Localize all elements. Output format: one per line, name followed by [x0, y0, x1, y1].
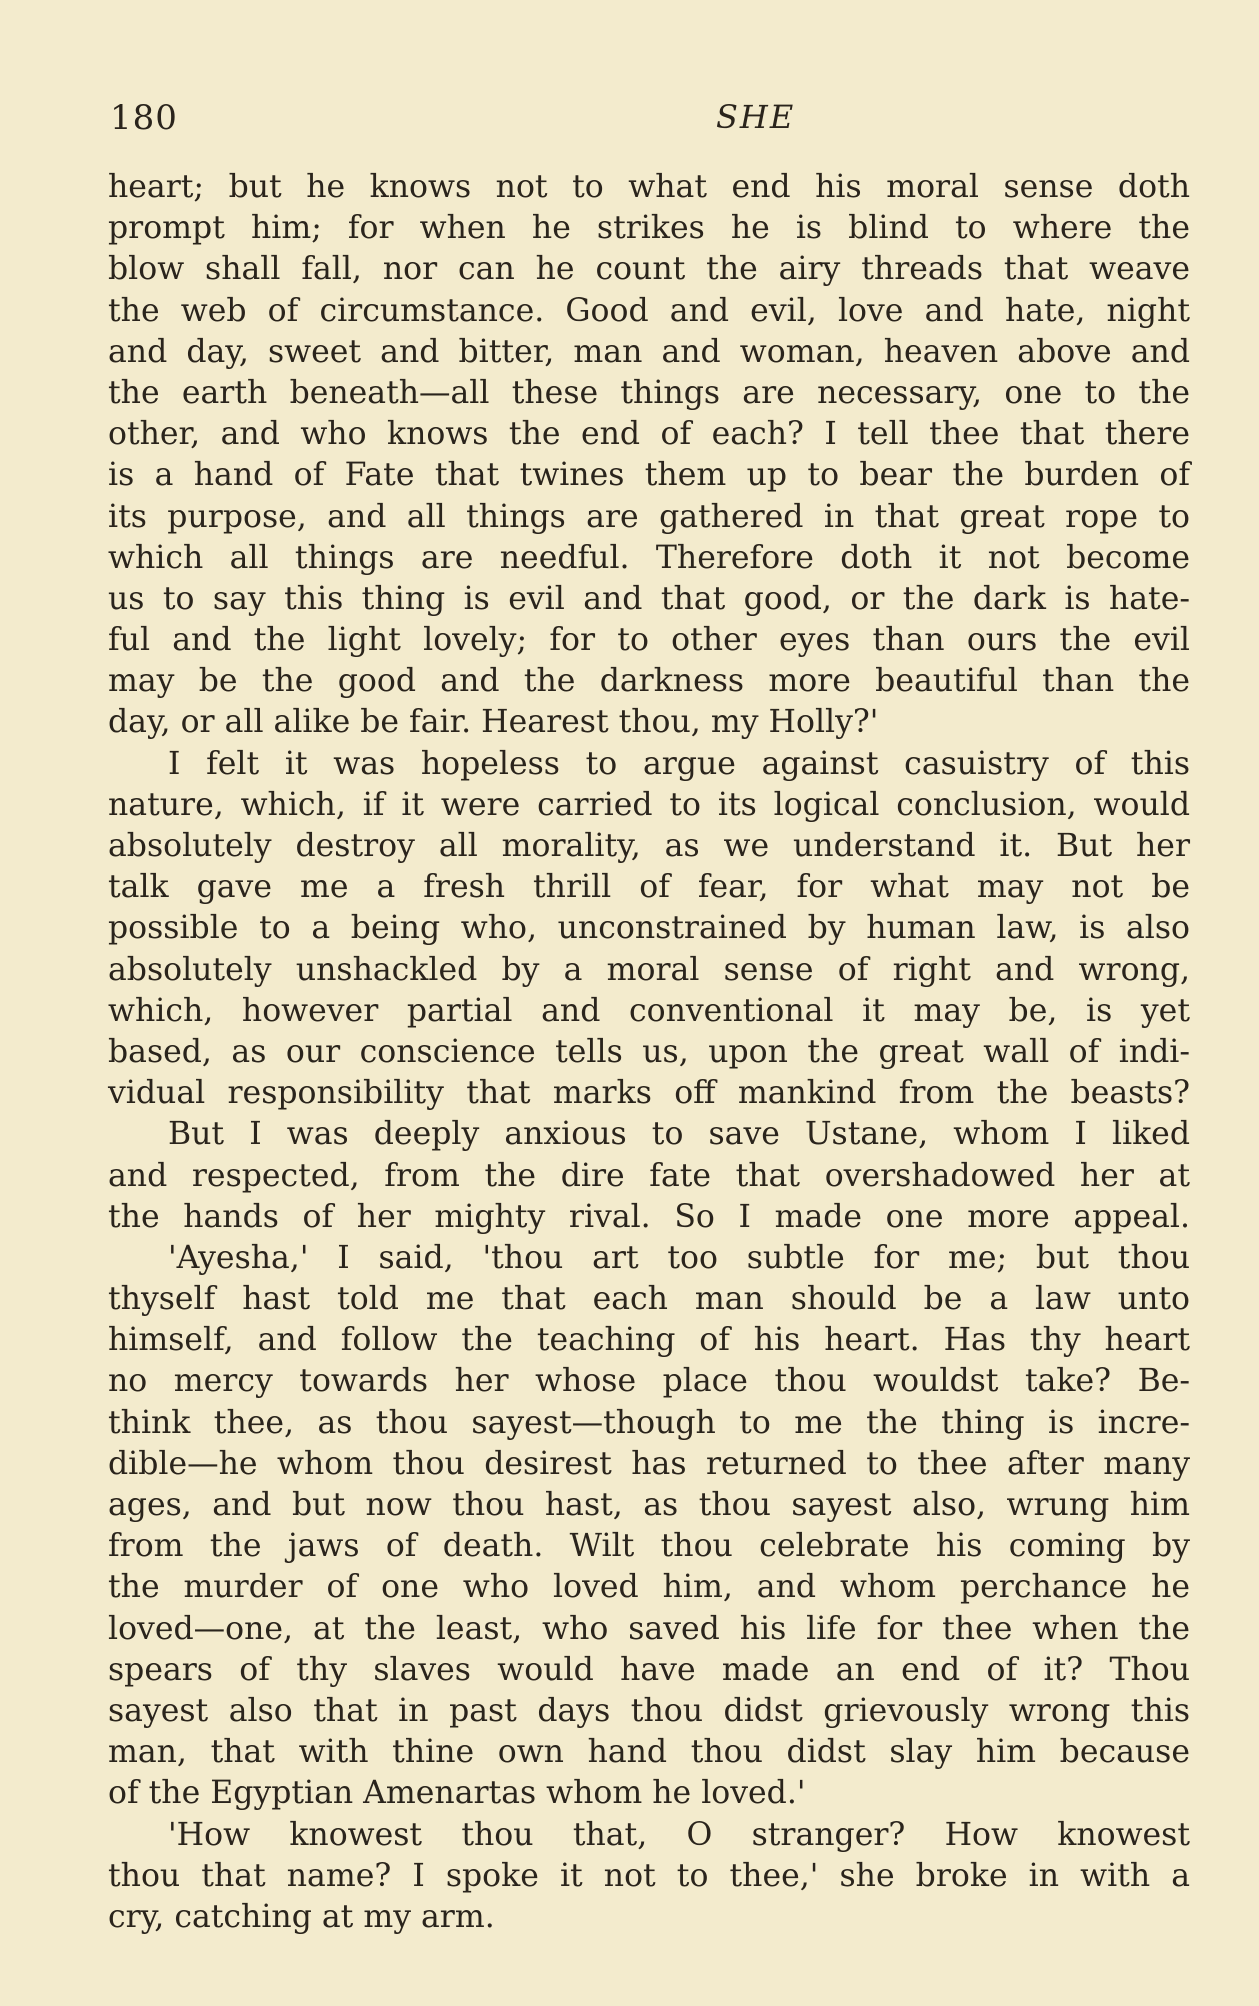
- text-line: I felt it was hopeless to argue against casuistry of this: [168, 745, 1190, 782]
- text-line: cry, catching at my arm.: [108, 1898, 495, 1935]
- text-line: based, as our conscience tells us, upon the great wall of indi-: [108, 1033, 1190, 1070]
- text-line: the web of circumstance. Good and evil, love and hate, night: [108, 292, 1190, 329]
- text-line: and day, sweet and bitter, man and woman, heaven above and: [108, 333, 1190, 370]
- text-line: may be the good and the darkness more beautiful than the: [108, 663, 1190, 700]
- text-line: from the jaws of death. Wilt thou celebrate his coming by: [108, 1528, 1190, 1565]
- text-line: us to say this thing is evil and that good, or the dark is hate-: [108, 580, 1190, 617]
- body-text: [108, 167, 1190, 1938]
- text-line: dible—he whom thou desirest has returned to thee after many: [108, 1445, 1190, 1482]
- text-line: spears of thy slaves would have made an end of it? Thou: [108, 1651, 1190, 1688]
- text-line: talk gave me a fresh thrill of fear, for what may not be: [108, 869, 1190, 906]
- text-line: no mercy towards her whose place thou wouldst take? Be-: [108, 1363, 1190, 1400]
- text-line: himself, and follow the teaching of his heart. Has thy heart: [108, 1322, 1190, 1359]
- text-line: sayest also that in past days thou didst grievously wrong this: [108, 1692, 1190, 1729]
- text-line: 'How knowest thou that, O stranger? How knowest: [168, 1816, 1190, 1853]
- text-line: ages, and but now thou hast, as thou sayest also, wrung him: [108, 1487, 1190, 1523]
- text-line: other, and who knows the end of each? I tell thee that there: [108, 416, 1190, 453]
- text-line: thyself hast told me that each man should be a law unto: [108, 1281, 1190, 1318]
- running-header: [108, 98, 1179, 148]
- text-line: absolutely unshackled by a moral sense of right and wrong,: [108, 951, 1190, 988]
- text-line: absolutely destroy all morality, as we understand it. But her: [108, 828, 1190, 864]
- text-line: is a hand of Fate that twines them up to bear the burden of: [108, 457, 1190, 494]
- text-line: prompt him; for when he strikes he is blind to where the: [108, 210, 1190, 247]
- running-title: SHE: [716, 98, 796, 136]
- text-line: vidual responsibility that marks off mankind from the beasts?: [108, 1075, 1190, 1112]
- text-line: But I was deeply anxious to save Ustane, whom I liked: [168, 1116, 1190, 1153]
- text-line: its purpose, and all things are gathered in that great rope to: [108, 498, 1190, 535]
- text-line: which all things are needful. Therefore doth it not become: [108, 539, 1190, 576]
- text-line: the murder of one who loved him, and whom perchance he: [108, 1569, 1190, 1606]
- text-line: day, or all alike be fair. Hearest thou, my Holly?': [108, 704, 879, 741]
- text-line: blow shall fall, nor can he count the airy threads that weave: [108, 251, 1190, 288]
- text-line: heart; but he knows not to what end his moral sense doth: [108, 169, 1190, 205]
- text-line: the earth beneath—all these things are necessary, one to the: [108, 374, 1190, 411]
- text-line: which, however partial and conventional it may be, is yet: [108, 992, 1190, 1029]
- text-line: ful and the light lovely; for to other eyes than ours the evil: [108, 622, 1190, 659]
- text-line: and respected, from the dire fate that overshadowed her at: [108, 1157, 1190, 1194]
- text-line: man, that with thine own hand thou didst slay him because: [108, 1734, 1190, 1771]
- text-line: possible to a being who, unconstrained by human law, is also: [108, 910, 1190, 947]
- text-line: think thee, as thou sayest—though to me the thing is incre-: [108, 1404, 1190, 1441]
- page-number: 180: [110, 98, 178, 138]
- text-line: nature, which, if it were carried to its logical conclusion, would: [108, 786, 1190, 823]
- text-line: loved—one, at the least, who saved his life for thee when the: [108, 1610, 1190, 1647]
- text-line: the hands of her mighty rival. So I made one more appeal.: [108, 1198, 1190, 1235]
- text-line: of the Egyptian Amenartas whom he loved.': [108, 1775, 806, 1812]
- text-line: thou that name? I spoke it not to thee,' she broke in with a: [108, 1857, 1190, 1894]
- text-line: 'Ayesha,' I said, 'thou art too subtle for me; but thou: [168, 1239, 1190, 1276]
